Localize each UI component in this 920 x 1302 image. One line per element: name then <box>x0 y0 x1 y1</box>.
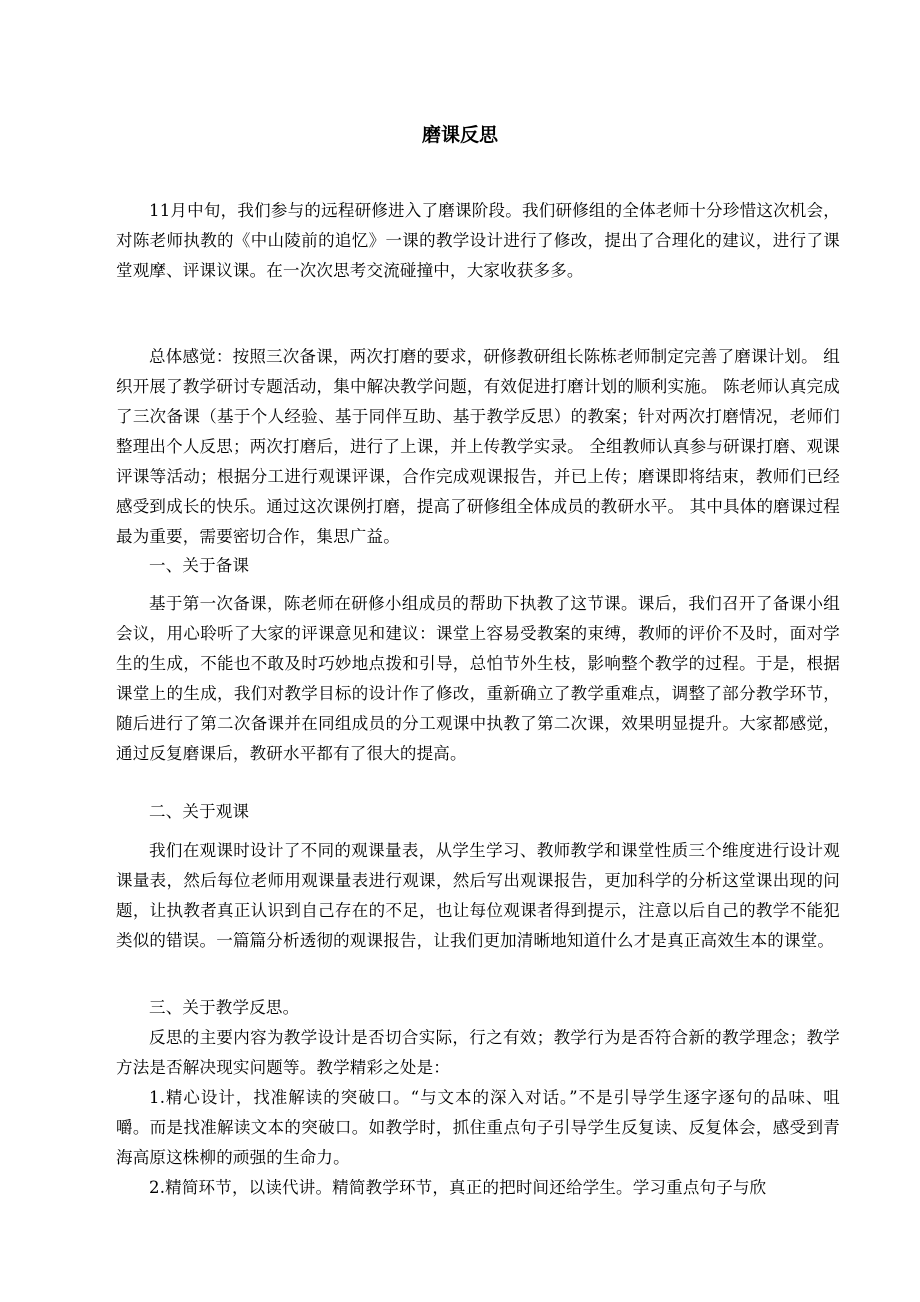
section-heading-observation: 二、关于观课 <box>149 802 250 821</box>
reflection-point-2: 2.精简环节，以读代讲。精简教学环节，真正的把时间还给学生。学习重点句子与欣 <box>149 1178 767 1197</box>
overall-feeling-paragraph: 总体感觉：按照三次备课，两次打磨的要求，研修教研组长陈栋老师制定完善了磨课计划。 组织开展了教学研讨专题活动，集中解决教学问题，有效促进打磨计划的顺利实施。 陈老师认真完成了三次备课（基于个人经验、基于同伴互助、基于教学反思）的教案；针对两次打磨情况，老师们整理出个人反思；两次打磨后，进行了上课，并上传教学实录。 全组教师认真参与研课打磨、观课评课等活动；根据分工进行观课评课，合作完成观课报告，并已上传；磨课即将结束，教师们已经感受到成长的快乐。通过这次课例打磨，提高了研修组全体成员的教研水平。 其中具体的磨课过程最为重要，需要密切合作，集思广益。 <box>116 347 840 546</box>
lesson-prep-paragraph: 基于第一次备课，陈老师在研修小组成员的帮助下执教了这节课。课后，我们召开了备课小组会议，用心聆听了大家的评课意见和建议：课堂上容易受教案的束缚，教师的评价不及时，面对学生的生成，不能也不敢及时巧妙地点拨和引导，总怕节外生枝，影响整个教学的过程。于是，根据课堂上的生成，我们对教学目标的设计作了修改，重新确立了教学重难点，调整了部分教学环节，随后进行了第二次备课并在同组成员的分工观课中执教了第二次课，效果明显提升。大家都感觉，通过反复磨课后，教研水平都有了很大的提高。 <box>116 594 840 763</box>
page-title: 磨课反思 <box>421 124 498 146</box>
section-heading-reflection: 三、关于教学反思。 <box>149 998 300 1017</box>
section-heading-lesson-prep: 一、关于备课 <box>149 556 250 575</box>
reflection-paragraph: 反思的主要内容为教学设计是否切合实际，行之有效；教学行为是否符合新的教学理念；教学方法是否解决现实问题等。教学精彩之处是： <box>116 1028 840 1077</box>
reflection-point-1: 1.精心设计，找准解读的突破口。“与文本的深入对话。”不是引导学生逐字逐句的品味、咀嚼。而是找准解读文本的突破口。如教学时，抓住重点句子引导学生反复读、反复体会，感受到青海高原这株柳的顽强的生命力。 <box>116 1088 840 1167</box>
intro-paragraph: 11月中旬，我们参与的远程研修进入了磨课阶段。我们研修组的全体老师十分珍惜这次机会，对陈老师执教的《中山陵前的追忆》一课的教学设计进行了修改，提出了合理化的建议，进行了课堂观摩、评课议课。在一次次思考交流碰撞中，大家收获多多。 <box>116 201 840 280</box>
observation-paragraph: 我们在观课时设计了不同的观课量表，从学生学习、教师教学和课堂性质三个维度进行设计观课量表，然后每位老师用观课量表进行观课，然后写出观课报告，更加科学的分析这堂课出现的问题，让执教者真正认识到自己存在的不足，也让每位观课者得到提示，注意以后自己的教学不能犯类似的错误。一篇篇分析透彻的观课报告，让我们更加清晰地知道什么才是真正高效生本的课堂。 <box>116 841 840 950</box>
